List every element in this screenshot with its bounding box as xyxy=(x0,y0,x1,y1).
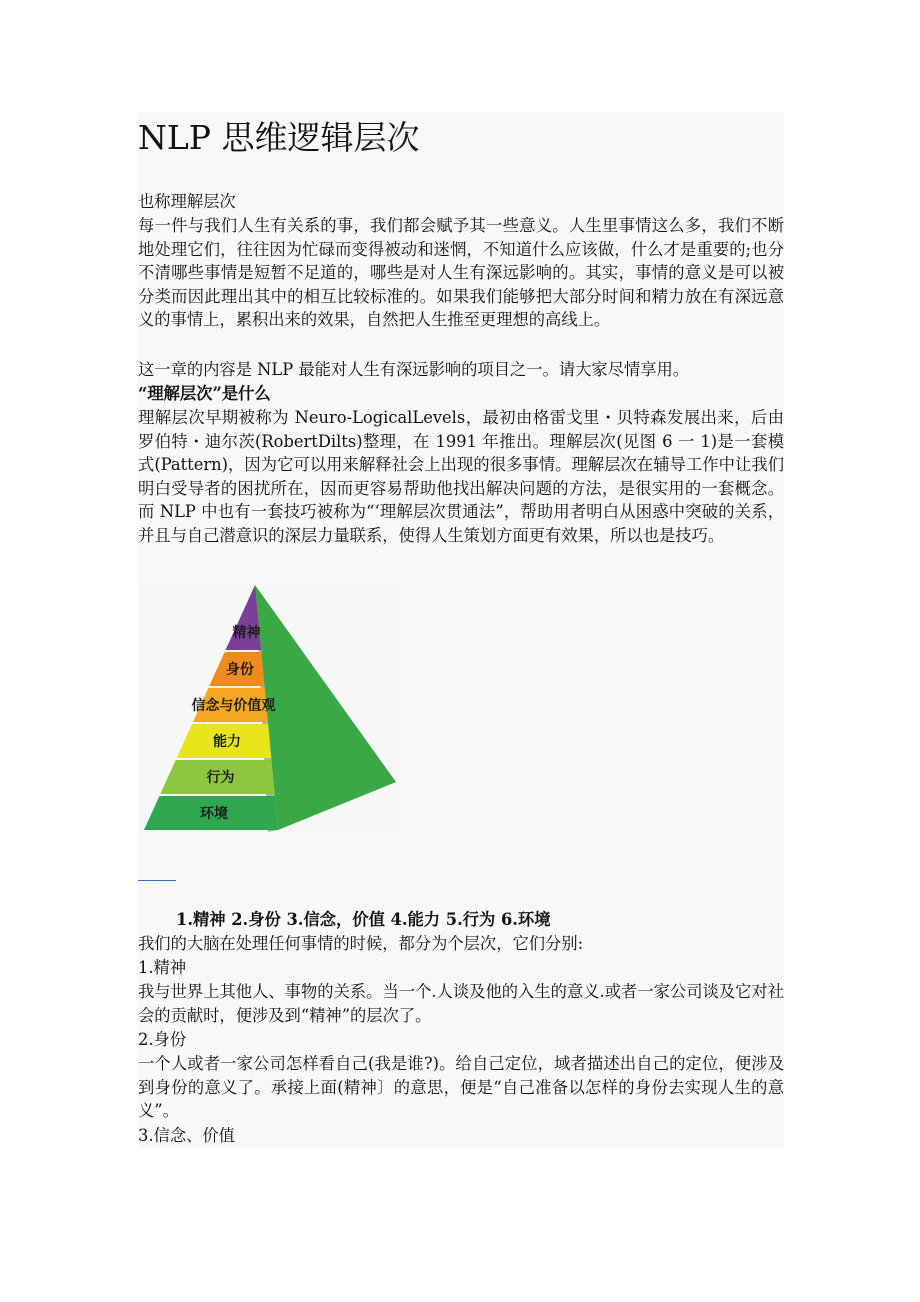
hyperlink-underline[interactable] xyxy=(138,880,176,881)
pyramid-level-label: 行为 xyxy=(206,770,235,786)
item-2-body: 一个人或者一家公司怎样看自己(我是谁?)。给自己定位，域者描述出自己的定位，便涉及到身份的意义了。承接上面(精神〕的意思，便是“自己准备以怎样的身份去实现人生的意义”。 xyxy=(138,1054,784,1120)
brain-intro: 我们的大脑在处理任何事情的时候，都分为个层次，它们分别: xyxy=(138,934,584,953)
section-body: 理解层次早期被称为 Neuro-LogicalLevels，最初由格雷戈里・贝特森发展出来，后由罗伯特・迪尔茨(RobertDilts)整理，在 1991 年推出。理解层次(见图 6 一 1)是一套模式(Pattern)，因为它可以用来解释社会上出现的很多事情。理解层次在辅导工作中让我们明白受导者的困扰所在，因而更容易帮助他找出解决问题的方法，是很实用的一套概念。而 NLP 中也有一套技巧被称为“‘理解层次贯通法”，帮助用者明白从困惑中突破的关系，并且与自己潜意识的深层力量联系，使得人生策划方面更有效果，所以也是技巧。 xyxy=(138,408,784,545)
item-1-body: 我与世界上其他人、事物的关系。当一个.人谈及他的入生的意义.或者一家公司谈及它对社会的贡献时，便涉及到“精神”的层次了。 xyxy=(138,982,784,1025)
pyramid-level-label: 环境 xyxy=(200,806,229,822)
pyramid-apex xyxy=(242,585,258,614)
levels-list: 1.精神 2.身份 3.信念，价值 4.能力 5.行为 6.环境 xyxy=(176,910,551,929)
pyramid-level-label: 信念与价值观 xyxy=(191,698,276,714)
pyramid-level-label: 身份 xyxy=(225,662,254,678)
page-title: NLP 思维逻辑层次 xyxy=(138,118,420,157)
section-heading: “理解层次”是什么 xyxy=(138,384,271,403)
pyramid-level-label: 精神 xyxy=(232,625,261,641)
pyramid-level-label: 能力 xyxy=(212,734,241,750)
item-1-title: 1.精神 xyxy=(138,958,187,977)
item-3-title: 3.信念、价值 xyxy=(138,1126,235,1145)
logical-levels-pyramid-image xyxy=(138,582,396,834)
subtitle: 也称理解层次 xyxy=(138,192,236,211)
pyramid-side-face xyxy=(255,585,396,830)
item-2-title: 2.身份 xyxy=(138,1030,187,1049)
chapter-note: 这一章的内容是 NLP 最能对人生有深远影响的项目之一。请大家尽情享用。 xyxy=(138,360,690,379)
intro-paragraph: 每一件与我们人生有关系的事，我们都会赋予其一些意义。人生里事情这么多，我们不断地处理它们，往往因为忙碌而变得被动和迷惘，不知道什么应该做，什么才是重要的;也分不清哪些事情是短暂不足道的，哪些是对人生有深远影响的。其实，事情的意义是可以被分类而因此理出其中的相互比较标准的。如果我们能够把大部分时间和精力放在有深远意义的事情上，累积出来的效果，自然把人生推至更理想的高线上。 xyxy=(138,216,784,329)
